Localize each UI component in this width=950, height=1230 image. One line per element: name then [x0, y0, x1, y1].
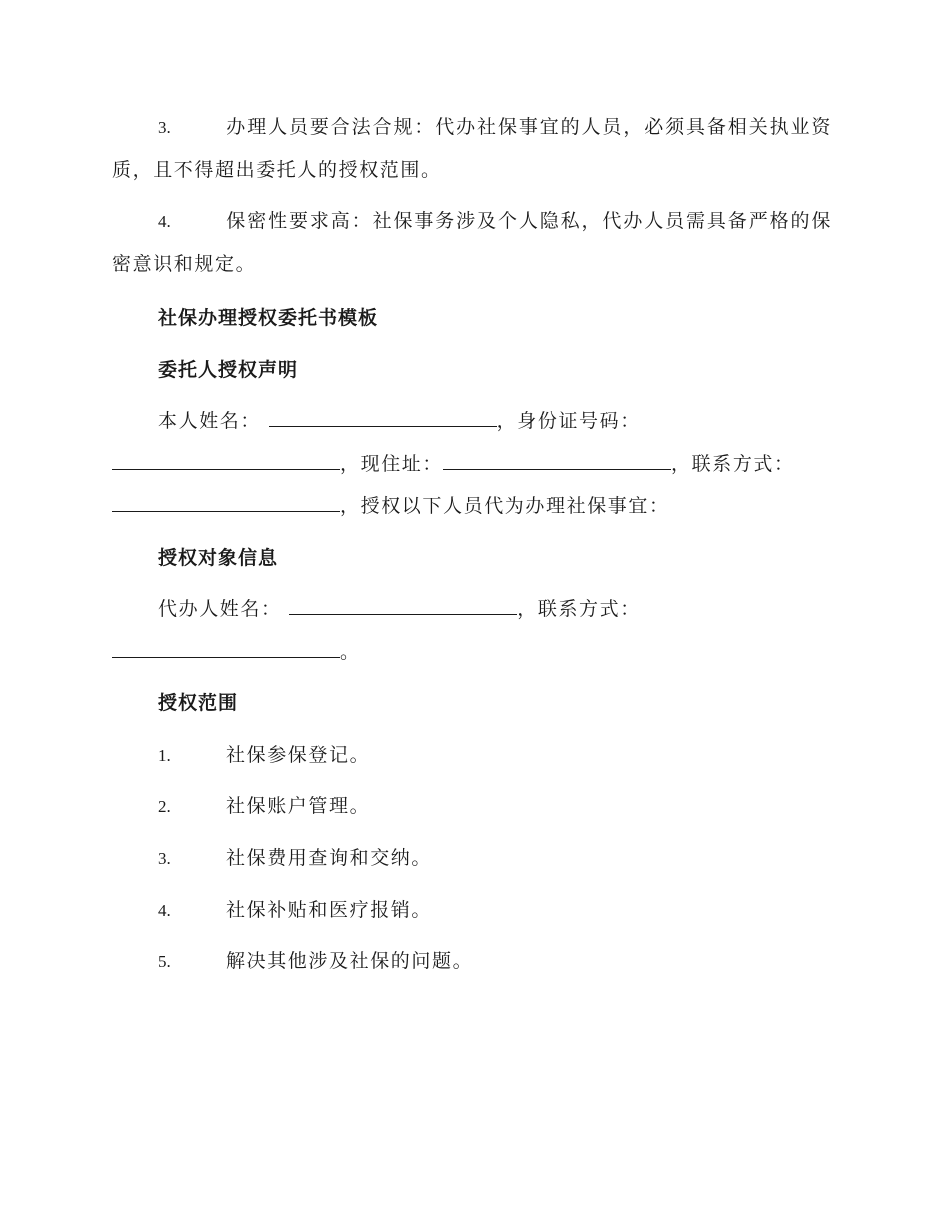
principal-contact-label: ，联系方式：: [671, 453, 795, 475]
authorize-text: ，授权以下人员代为办理社保事宜：: [340, 495, 670, 517]
point-number: 4.: [158, 212, 171, 231]
principal-contact-blank[interactable]: [112, 493, 340, 512]
list-item: [158, 843, 432, 870]
list-number: 3.: [158, 849, 171, 868]
principal-name-label: 本人姓名：: [158, 410, 262, 432]
point-4-paragraph: [112, 200, 832, 286]
list-text: 社保参保登记。: [226, 744, 371, 766]
address-label: ，现住址：: [340, 453, 444, 475]
declaration-line-2: [112, 449, 795, 476]
list-item: [158, 740, 370, 767]
id-number-label: ，身份证号码：: [496, 410, 641, 432]
list-number: 1.: [158, 746, 171, 765]
end-mark: 。: [340, 641, 361, 663]
list-number: 2.: [158, 797, 171, 816]
declaration-line-1: [158, 406, 641, 433]
list-text: 社保费用查询和交纳。: [226, 847, 433, 869]
declaration-line-3: [112, 491, 670, 518]
agent-contact-label: ，联系方式：: [517, 598, 641, 620]
address-blank[interactable]: [443, 451, 671, 470]
principal-name-blank[interactable]: [269, 408, 497, 427]
agent-line-1: [158, 594, 641, 621]
section-heading-scope: 授权范围: [158, 692, 239, 714]
agent-contact-blank[interactable]: [112, 639, 340, 658]
id-number-blank[interactable]: [112, 451, 340, 470]
list-text: 社保补贴和医疗报销。: [226, 899, 433, 921]
list-number: 5.: [158, 952, 171, 971]
list-text: 社保账户管理。: [226, 795, 371, 817]
agent-name-label: 代办人姓名：: [158, 598, 282, 620]
point-text: 办理人员要合法合规：代办社保事宜的人员，必须具备相关执业资质，且不得超出委托人的授权范围。: [112, 116, 832, 181]
section-heading-agent: 授权对象信息: [158, 547, 279, 569]
agent-name-blank[interactable]: [289, 596, 517, 615]
template-title: 社保办理授权委托书模板: [158, 307, 379, 329]
section-heading-declaration: 委托人授权声明: [158, 359, 299, 381]
list-number: 4.: [158, 901, 171, 920]
list-item: [158, 791, 370, 818]
point-3-paragraph: [112, 106, 832, 192]
point-number: 3.: [158, 118, 171, 137]
point-text: 保密性要求高：社保事务涉及个人隐私，代办人员需具备严格的保密意识和规定。: [112, 210, 832, 275]
list-item: [158, 895, 432, 922]
agent-line-2: [112, 637, 361, 664]
list-item: [158, 946, 473, 973]
list-text: 解决其他涉及社保的问题。: [226, 950, 474, 972]
